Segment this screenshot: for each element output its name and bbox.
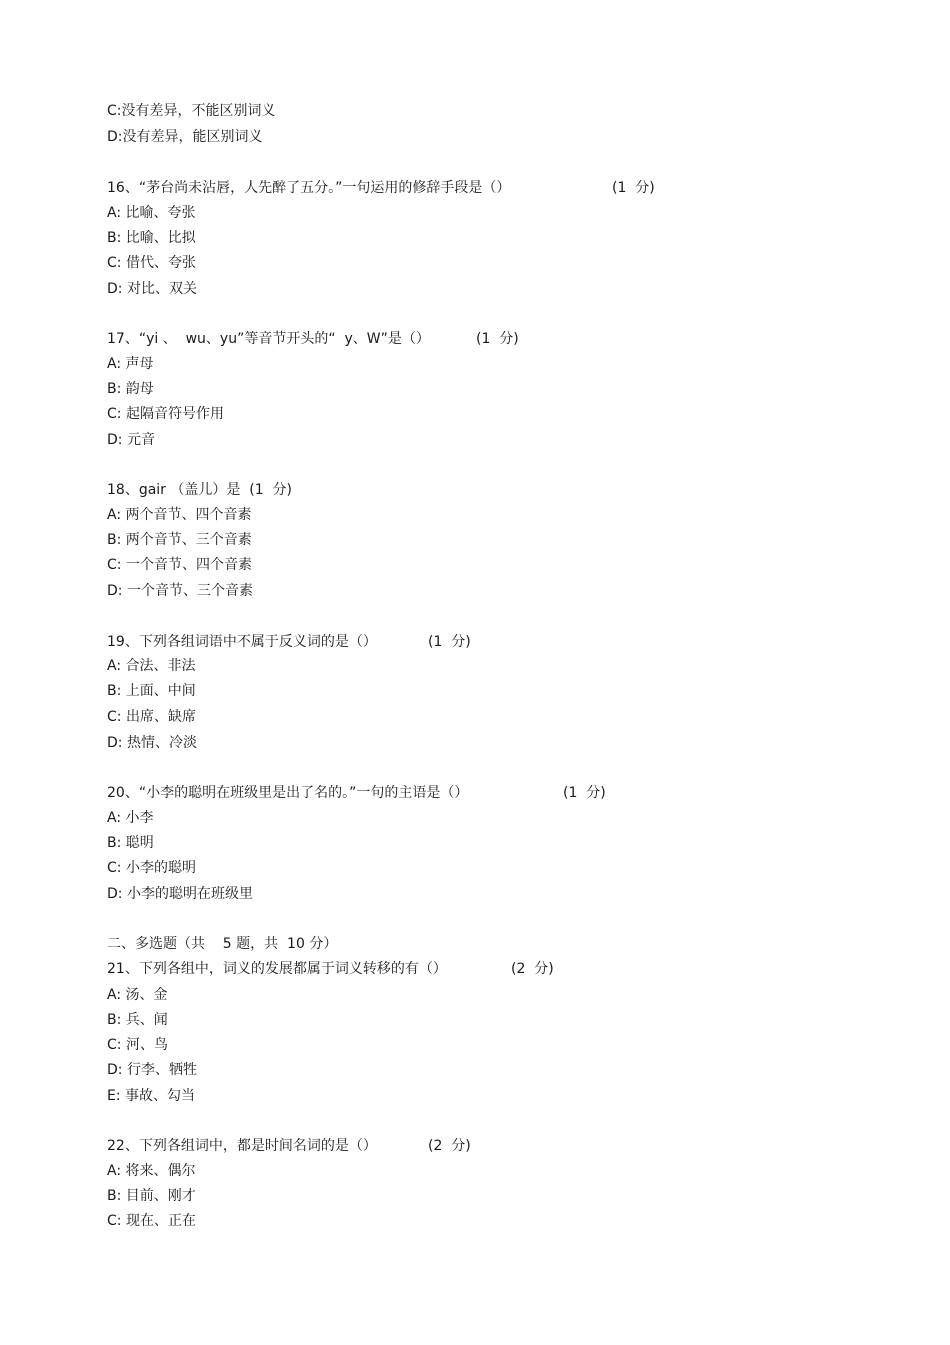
question-16-score: (1 分)	[612, 180, 655, 196]
question-19-option-c: C: 出席、缺席	[107, 709, 196, 725]
section-heading: 二、多选题（共 5 题，共 10 分）	[107, 936, 338, 952]
question-18-option-d: D: 一个音节、三个音素	[107, 583, 253, 599]
question-18-option-c: C: 一个音节、四个音素	[107, 557, 252, 573]
question-21-option-d: D: 行李、牺牲	[107, 1062, 197, 1078]
question-21-option-c: C: 河、鸟	[107, 1037, 168, 1053]
question-21-option-a: A: 汤、金	[107, 987, 168, 1003]
question-16-option-a: A: 比喻、夸张	[107, 205, 196, 221]
question-18-stem: 18、gair （盖儿）是 (1 分)	[107, 482, 293, 498]
question-17-option-b: B: 韵母	[107, 381, 154, 397]
question-17-stem: 17、“yi 、 wu、yu”等音节开头的“ y、W”是（）	[107, 331, 430, 347]
question-20-option-a: A: 小李	[107, 810, 154, 826]
question-17-option-d: D: 元音	[107, 432, 155, 448]
option-d: D:没有差异，能区别词义	[107, 129, 263, 145]
question-21-score: (2 分)	[511, 961, 554, 977]
question-17-option-a: A: 声母	[107, 356, 154, 372]
question-22-option-b: B: 目前、刚才	[107, 1188, 196, 1204]
question-16-option-b: B: 比喻、比拟	[107, 230, 196, 246]
question-20-stem: 20、“小李的聪明在班级里是出了名的。”一句的主语是（）	[107, 785, 469, 801]
question-16-stem: 16、“茅台尚未沾唇，人先醉了五分。”一句运用的修辞手段是（）	[107, 180, 511, 196]
question-17-option-c: C: 起隔音符号作用	[107, 406, 224, 422]
question-19-option-a: A: 合法、非法	[107, 658, 196, 674]
question-21-option-e: E: 事故、勾当	[107, 1088, 196, 1104]
question-22-option-c: C: 现在、正在	[107, 1213, 196, 1229]
option-c: C:没有差异，不能区别词义	[107, 103, 276, 119]
question-16-option-c: C: 借代、夸张	[107, 255, 196, 271]
question-19-score: (1 分)	[428, 634, 471, 650]
question-19-option-d: D: 热情、冷淡	[107, 735, 197, 751]
question-18-option-a: A: 两个音节、四个音素	[107, 507, 252, 523]
question-20-option-d: D: 小李的聪明在班级里	[107, 886, 253, 902]
question-22-option-a: A: 将来、偶尔	[107, 1163, 196, 1179]
question-16-option-d: D: 对比、双关	[107, 281, 197, 297]
question-19-option-b: B: 上面、中间	[107, 683, 196, 699]
question-22-stem: 22、下列各组词中，都是时间名词的是（）	[107, 1138, 377, 1154]
question-18-option-b: B: 两个音节、三个音素	[107, 532, 252, 548]
question-22-score: (2 分)	[428, 1138, 471, 1154]
question-17-score: (1 分)	[476, 331, 519, 347]
question-21-option-b: B: 兵、闻	[107, 1012, 168, 1028]
question-19-stem: 19、下列各组词语中不属于反义词的是（）	[107, 634, 377, 650]
question-20-option-c: C: 小李的聪明	[107, 860, 196, 876]
question-20-score: (1 分)	[563, 785, 606, 801]
question-21-stem: 21、下列各组中，词义的发展都属于词义转移的有（）	[107, 961, 447, 977]
question-20-option-b: B: 聪明	[107, 835, 154, 851]
